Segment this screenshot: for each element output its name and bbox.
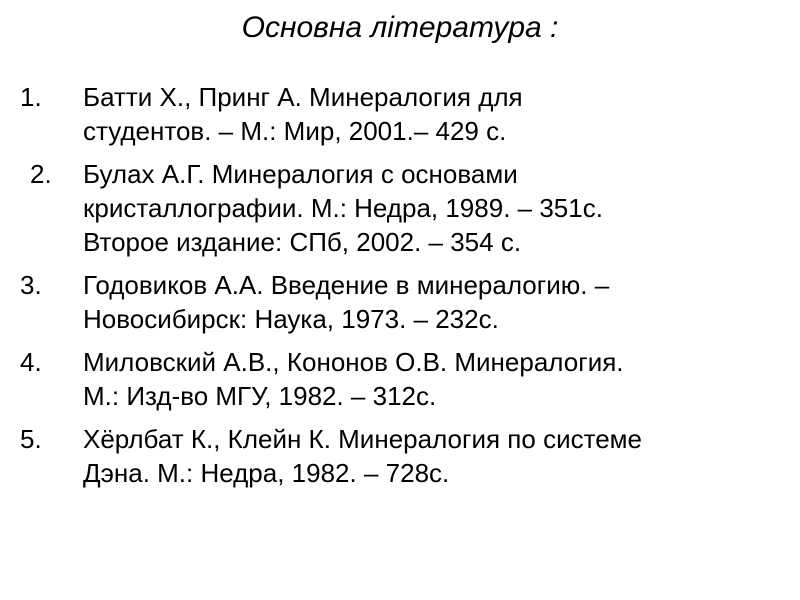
list-item-text [83,422,783,490]
list-item [0,157,800,259]
list-item-line: Батти Х., Принг А. Минералогия для [83,82,523,112]
slide-title: Основна література : [241,11,559,44]
list-item-line: студентов. – М.: Мир, 2001.– 429 с. [83,116,507,146]
list-item-text [83,268,783,336]
list-item-line: Второе издание: СПб, 2002. – 354 с. [83,227,522,257]
list-item-text [83,80,783,148]
list-item [0,268,800,336]
list-item-line: Булах А.Г. Минералогия с основами [83,159,518,189]
list-item-line: кристаллографии. М.: Недра, 1989. – 351с. [83,193,603,223]
literature-list [0,80,800,499]
list-item-number: 4. [20,347,42,377]
list-item-number: 5. [20,424,42,454]
list-item-number: 1. [20,82,42,112]
list-item [0,422,800,490]
list-item-text [83,345,783,413]
list-item-line: Миловский А.В., Кононов О.В. Минералогия. [83,347,624,377]
list-item [0,80,800,148]
list-item-number: 2. [30,159,52,189]
list-item-line: Годовиков А.А. Введение в минералогию. – [83,270,610,300]
list-item-text [83,157,783,259]
list-item-line: Хёрлбат К., Клейн К. Минералогия по системе [83,424,642,454]
list-item-line: Новосибирск: Наука, 1973. – 232с. [83,304,499,334]
list-item [0,345,800,413]
list-item-line: Дэна. М.: Недра, 1982. – 728с. [83,458,450,488]
list-item-line: М.: Изд-во МГУ, 1982. – 312с. [83,381,437,411]
list-item-number: 3. [20,270,42,300]
